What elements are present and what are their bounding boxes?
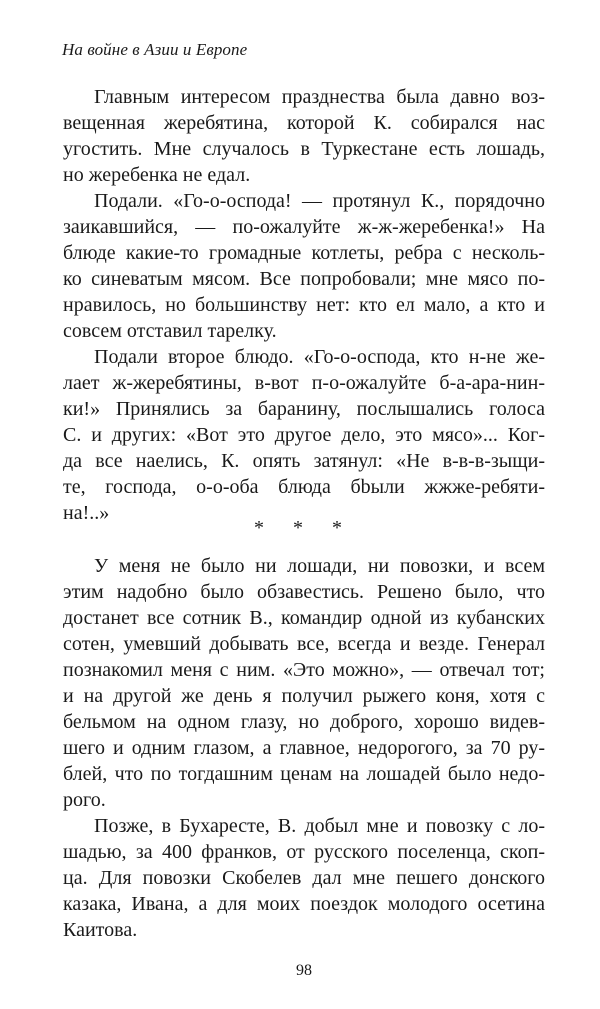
text-line: познакомил меня с ним. «Это можно», — отвечал тот; [63, 659, 545, 681]
text-line: да все наелись, К. опять затянул: «Не в-в-в-зыщи- [63, 450, 545, 472]
text-line: вещенная жеребятина, которой К. собирался нас [63, 112, 545, 134]
text-line: блюде какие-то громадные котлеты, ребра с несколь- [63, 242, 545, 264]
text-line: Подали. «Го-о-оспода! — протянул К., порядочно [94, 190, 545, 212]
text-line: но жеребенка не едал. [63, 164, 251, 186]
text-line: бельмом на одном глазу, но доброго, хорошо видев- [63, 711, 545, 733]
text-line: шего и одним глазом, а главное, недорогого, за 70 ру- [63, 737, 545, 759]
text-line: шадью, за 400 франков, от русского поселенца, скоп- [63, 841, 545, 863]
text-line: совсем отставил тарелку. [63, 320, 277, 342]
text-line: ки!» Принялись за баранину, послышались голоса [63, 398, 545, 420]
page-number: 98 [296, 962, 312, 979]
text-block-1 [63, 84, 545, 526]
text-line: Подали второе блюдо. «Го-о-оспода, кто н-не же- [94, 346, 545, 368]
text-line: достанет все сотник В., командир одной из кубанских [63, 607, 545, 629]
text-line: на!..» [63, 502, 110, 524]
text-line: ца. Для повозки Скобелев дал мне пешего донского [63, 867, 545, 889]
text-line: рого. [63, 789, 106, 811]
text-line: угостить. Мне случалось в Туркестане есть лошадь, [63, 138, 545, 160]
text-line: ко синеватым мясом. Все попробовали; мне мясо по- [63, 268, 545, 290]
text-line: Каитова. [63, 919, 138, 941]
text-block-2 [63, 553, 545, 943]
text-line: У меня не было ни лошади, ни повозки, и всем [94, 555, 545, 577]
text-line: и на другой же день я получил рыжего коня, хотя с [63, 685, 545, 707]
text-line: заикавшийся, — по-ожалуйте ж-ж-жеребенка!» На [63, 216, 545, 238]
text-line: блей, что по тогдашним ценам на лошадей было недо- [63, 763, 545, 785]
text-line: этим надобно было обзавестись. Решено было, что [63, 581, 545, 603]
text-line: те, господа, о-о-оба блюда бbыли жжже-ребяти- [63, 476, 545, 498]
text-line: Позже, в Бухаресте, В. добыл мне и повозку с ло- [94, 815, 545, 837]
text-line: лает ж-жеребятины, в-вот п-о-ожалуйте б-а-ара-нин- [63, 372, 545, 394]
text-line: сотен, умевший добывать все, всегда и везде. Генерал [63, 633, 545, 655]
text-line: Главным интересом празднества была давно воз- [94, 86, 545, 108]
running-title: На войне в Азии и Европе [62, 40, 248, 59]
text-line: С. и других: «Вот это другое дело, это мясо»... Ког- [63, 424, 545, 446]
text-line: казака, Ивана, а для моих поездок молодого осетина [63, 893, 545, 915]
text-line: нравилось, но большинству нет: кто ел мало, а кто и [63, 294, 545, 316]
section-separator: * * * [254, 517, 354, 539]
